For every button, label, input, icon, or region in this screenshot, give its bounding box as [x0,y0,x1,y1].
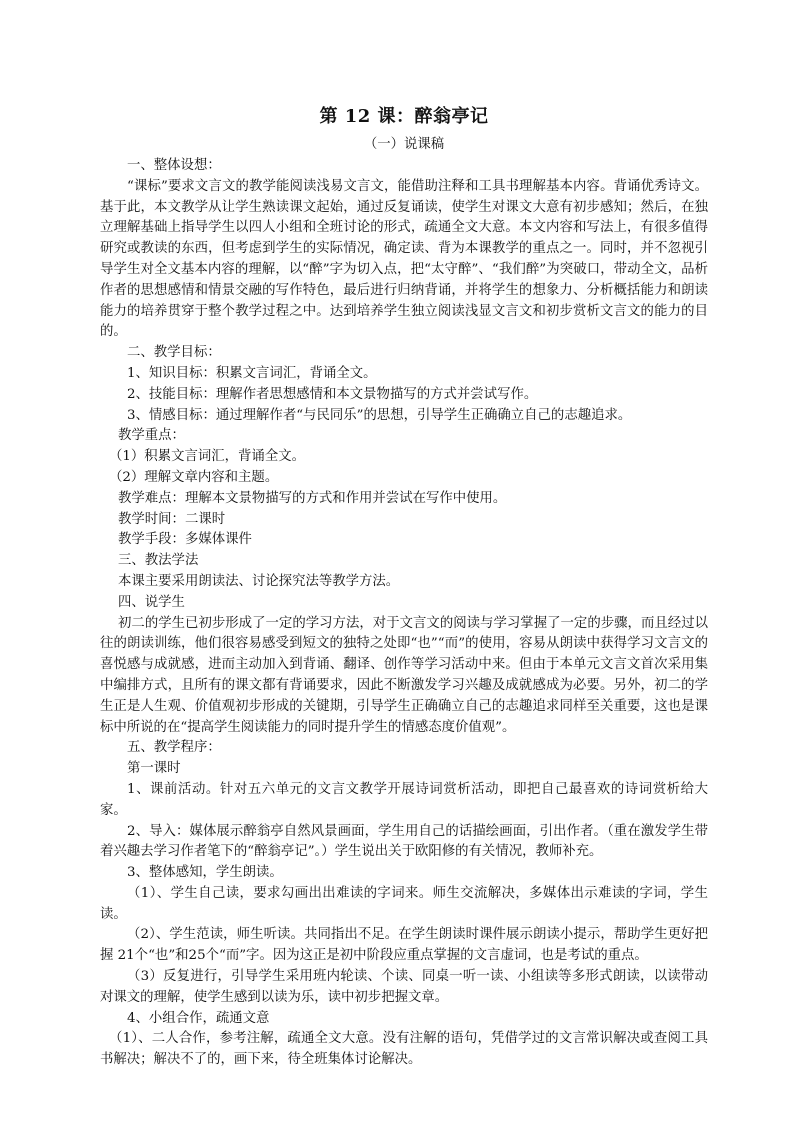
paragraph: （1）积累文言词汇，背诵全文。 [109,449,305,465]
document-subtitle: （一）说课稿 [363,137,445,152]
paragraph: 2、技能目标：理解作者思想感情和本文景物描写的方式并尝试写作。 [127,386,538,402]
paragraph: 三、教法学法 [118,553,199,569]
document-page [100,104,708,1071]
document-body [100,156,708,1071]
paragraph: （2）、学生范读，师生听读。共同指出不足。在学生朗读时课件展示朗读小提示，帮助学生更好把握 21个“也”和25个“而”字。因为这正是初中阶段应重点掌握的文言虚词，也是考试的重点。 [100,927,708,964]
paragraph: 教学重点： [118,428,185,444]
paragraph: （3）反复进行，引导学生采用班内轮读、个读、同桌一听一读、小组读等多形式朗读，以读带动对课文的理解，使学生感到以读为乐，读中初步把握文章。 [100,969,708,1005]
paragraph: 本课主要采用朗读法、讨论探究法等教学方法。 [118,573,400,589]
paragraph: “课标”要求文言文的教学能阅读浅易文言文，能借助注释和工具书理解基本内容。背诵优秀诗文。基于此，本文教学从让学生熟读课文起始，通过反复诵读，使学生对课文大意有初步感知；然后，在独立理解基础上指导学生以四人小组和全班讨论的形式，疏通全文大意。本文内容和写法上，有很多值得研究或教读的东西，但考虑到学生的实际情况，确定读、背为本课教学的重点之一。同时，并不忽视引导学生对全文基本内容的理解，以“醉”字为切入点，把“太守醉”、“我们醉”为突破口，带动全文，品析作者的思想感情和情景交融的写作特色，最后进行归纳背诵，并将学生的想象力、分析概括能力和朗读能力的培养贯穿于整个教学过程之中。达到培养学生独立阅读浅显文言文和初步赏析文言文的能力的目的。 [100,178,708,340]
paragraph: 第一课时 [127,761,181,777]
paragraph: 二、教学目标： [127,345,221,361]
paragraph: 教学时间：二课时 [118,511,226,527]
paragraph: 1、知识目标：积累文言词汇，背诵全文。 [127,365,377,381]
paragraph: 3、整体感知，学生朗读。 [127,865,283,881]
paragraph: 教学手段：多媒体课件 [118,532,252,548]
paragraph: 四、说学生 [118,594,185,610]
paragraph: 1、课前活动。针对五六单元的文言文教学开展诗词赏析活动，即把自己最喜欢的诗词赏析给大家。 [100,781,708,818]
paragraph: 教学难点：理解本文景物描写的方式和作用并尝试在写作中使用。 [118,490,507,506]
paragraph: （1）、学生自己读，要求勾画出出难读的字词来。师生交流解决，多媒体出示难读的字词，学生读。 [100,885,708,922]
paragraph: 3、情感目标：通过理解作者“与民同乐”的思想，引导学生正确确立自己的志趣追求。 [127,407,632,423]
paragraph: 五、教学程序： [127,740,221,756]
paragraph: 初二的学生已初步形成了一定的学习方法，对于文言文的阅读与学习掌握了一定的步骤，而且经过以往的朗读训练，他们很容易感受到短文的独特之处即“也”“而”的使用，容易从朗读中获得学习文言文的喜悦感与成就感，进而主动加入到背诵、翻译、创作等学习活动中来。但由于本单元文言文首次采用集中编排方式，且所有的课文都有背诵要求，因此不断激发学习兴趣及成就感成为必要。另外，初二的学生正是人生观、价值观初步形成的关键期，引导学生正确确立自己的志趣追求同样至关重要，这也是课标中所说的在“提高学生阅读能力的同时提升学生的情感态度价值观”。 [100,615,708,735]
paragraph: 一、整体设想： [127,158,221,173]
paragraph: 4、小组合作，疏通文意 [127,1010,270,1026]
document-title: 第 12 课：醉翁亭记 [319,106,489,127]
paragraph: （1）、二人合作，参考注解，疏通全文大意。没有注解的语句，凭借学过的文言常识解决或查阅工具书解决；解决不了的，画下来，待全班集体讨论解决。 [100,1031,708,1068]
paragraph: （2）理解文章内容和主题。 [109,469,279,485]
paragraph: 2、导入：媒体展示醉翁亭自然风景画面，学生用自己的话描绘画面，引出作者。（重在激发学生带着兴趣去学习作者笔下的“醉翁亭记”。）学生说出关于欧阳修的有关情况，教师补充。 [100,823,708,860]
